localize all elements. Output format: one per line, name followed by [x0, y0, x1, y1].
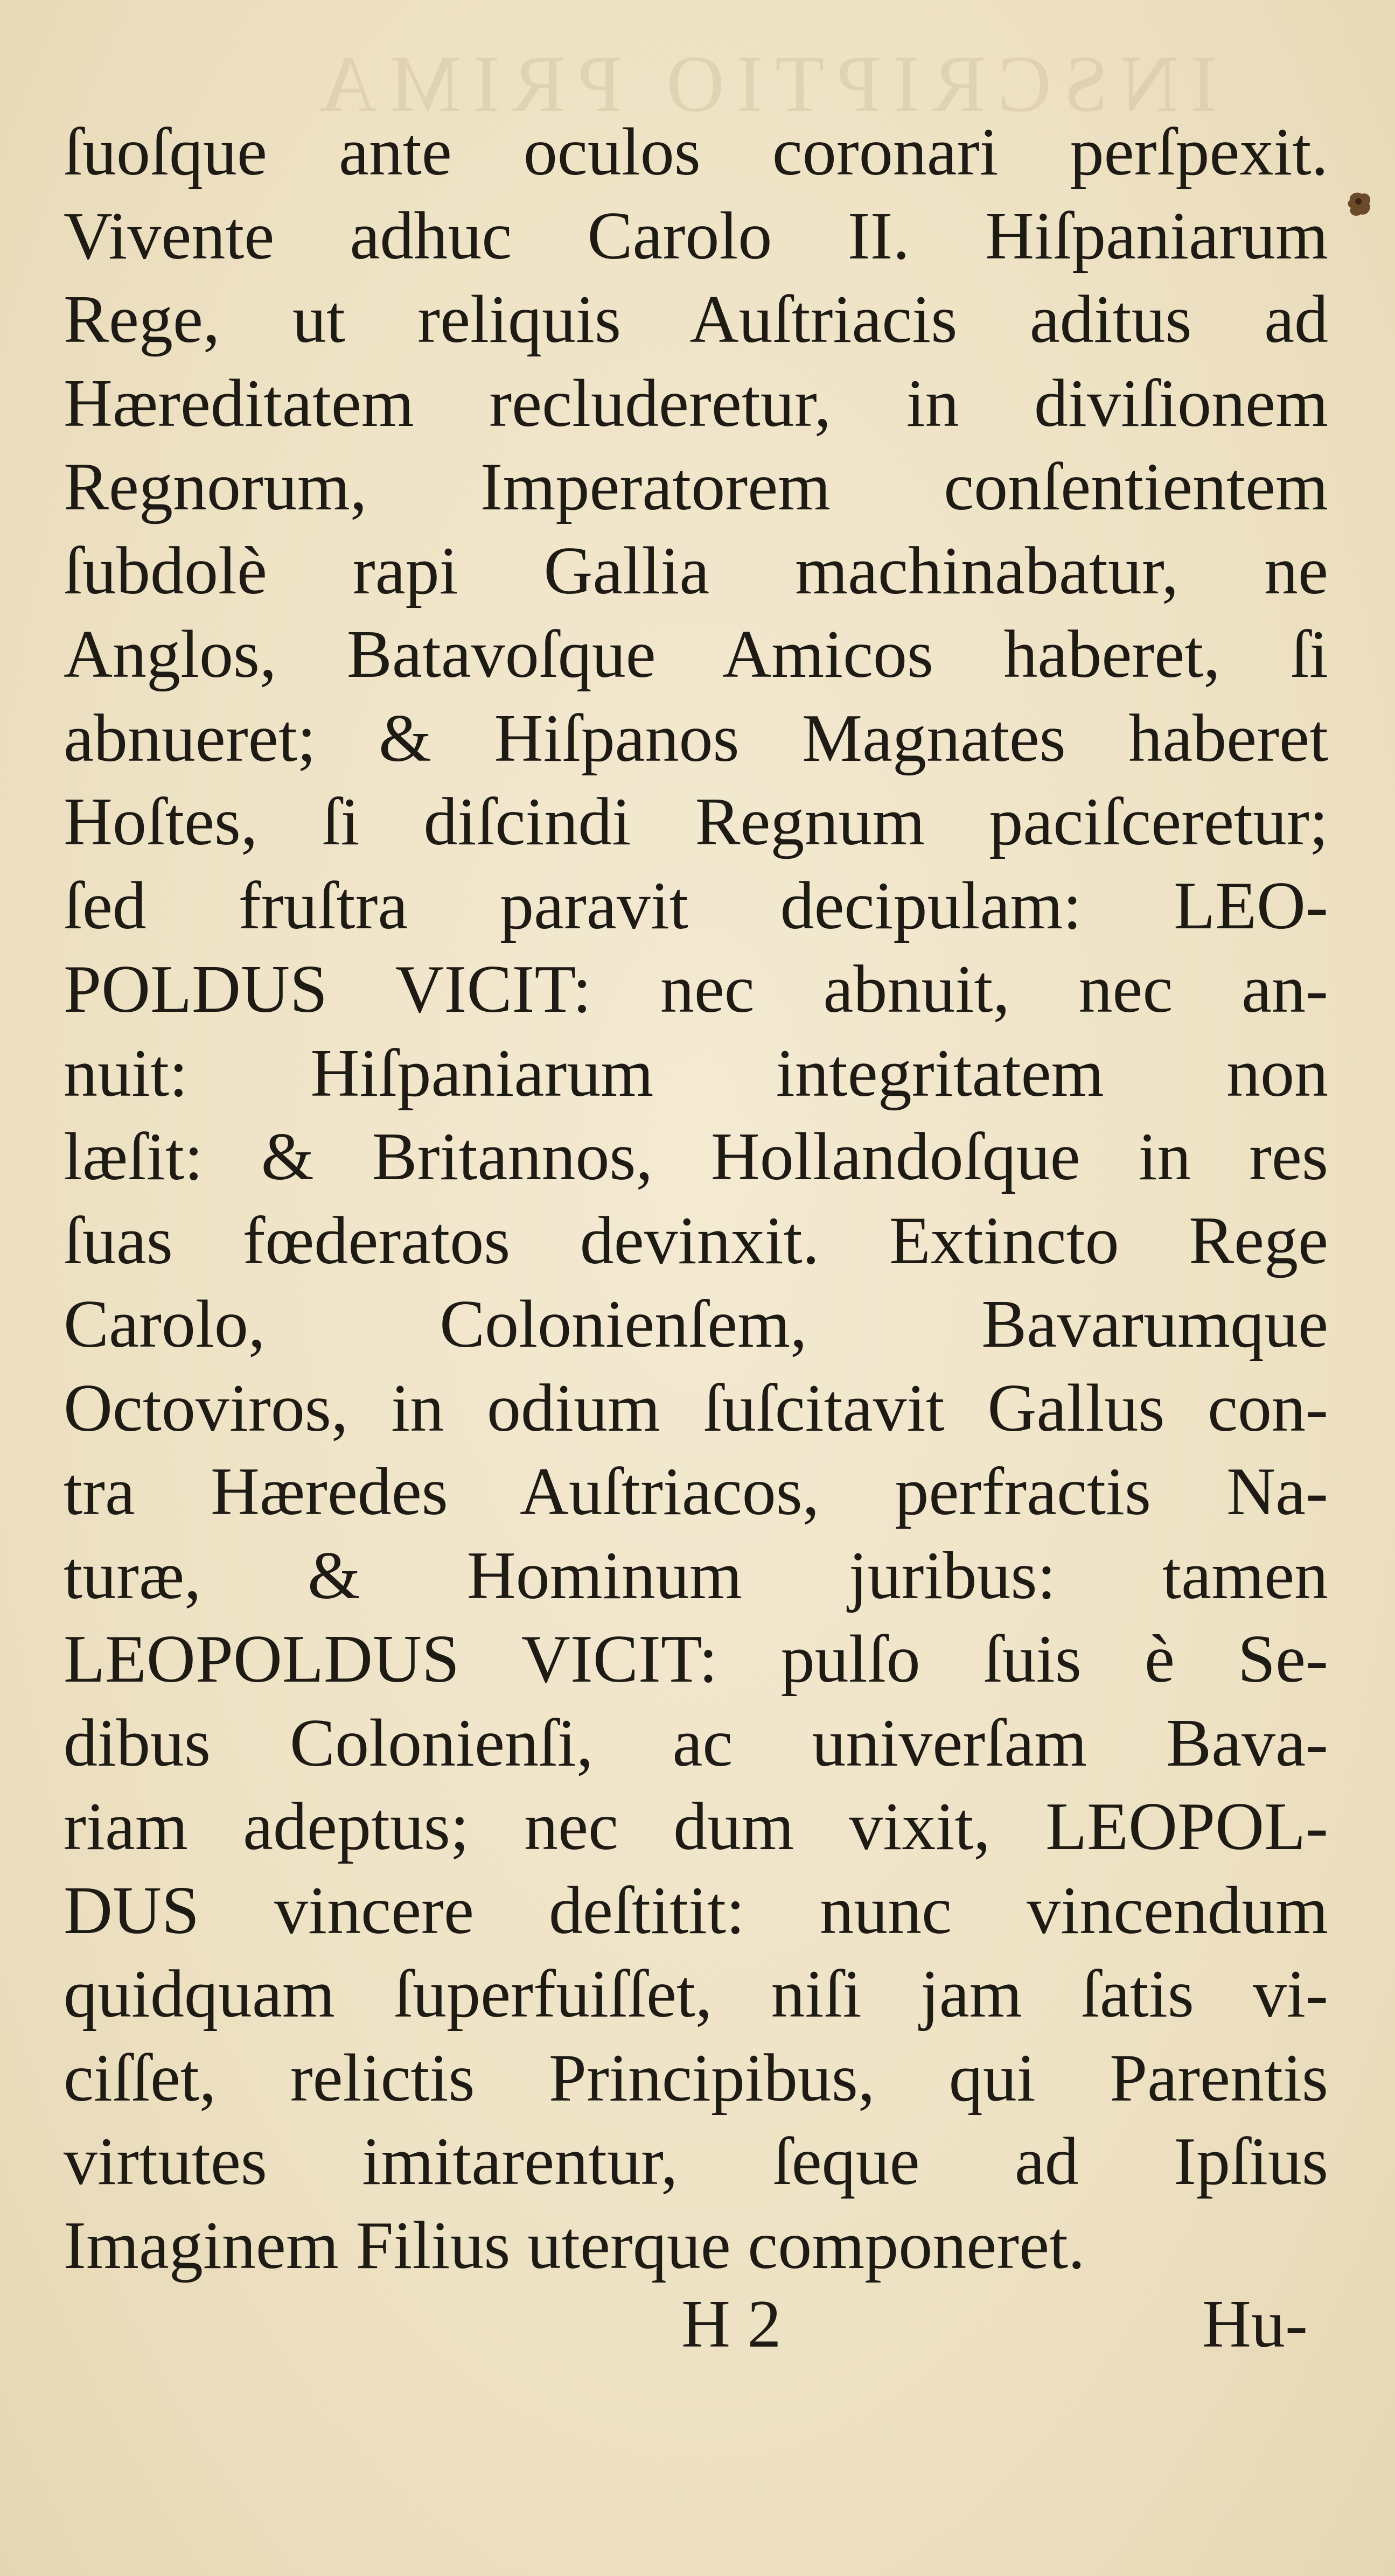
text-line: abnueret; & Hiſpanos Magnates haberet	[64, 701, 1328, 776]
text-line: Anglos, Batavoſque Amicos haberet, ſi	[64, 617, 1328, 692]
text-line: turæ, & Hominum juribus: tamen	[64, 1538, 1328, 1613]
catchword: Hu-	[1202, 2287, 1308, 2362]
text-line: tra Hæredes Auſtriacos, perfractis Na-	[64, 1454, 1328, 1529]
page-footer	[0, 2286, 1395, 2372]
text-line: nuit: Hiſpaniarum integritatem non	[64, 1035, 1328, 1111]
show-through-heading: INSCRIPTIO PRIMA	[307, 39, 1217, 129]
text-line: ſuoſque ante oculos coronari perſpexit.	[64, 115, 1328, 190]
text-line: Carolo, Colonienſem, Bavarumque	[64, 1287, 1328, 1362]
text-line: LEOPOLDUS VICIT: pulſo ſuis è Se-	[64, 1622, 1328, 1697]
text-line: Imaginem Filius uterque componeret.	[64, 2208, 1085, 2283]
text-line: ſuas fœderatos devinxit. Extincto Rege	[64, 1203, 1328, 1278]
text-line: læſit: & Britannos, Hollandoſque in res	[64, 1119, 1328, 1194]
ink-blot-mark	[1345, 190, 1373, 220]
text-line: Regnorum, Imperatorem conſentientem	[64, 450, 1328, 524]
text-line: ſed fruſtra paravit decipulam: LEO-	[64, 868, 1328, 943]
body-text	[64, 110, 1328, 2287]
text-line: riam adeptus; nec dum vixit, LEOPOL-	[64, 1789, 1328, 1864]
text-line: dibus Colonienſi, ac univerſam Bava-	[64, 1705, 1328, 1781]
text-line: Octoviros, in odium ſuſcitavit Gallus con-	[64, 1370, 1328, 1446]
text-line: quidquam ſuperfuiſſet, niſi jam ſatis vi-	[64, 1957, 1328, 2032]
text-line: Hæreditatem recluderetur, in diviſionem	[64, 366, 1328, 441]
text-line: POLDUS VICIT: nec abnuit, nec an-	[64, 952, 1328, 1027]
signature-mark: H 2	[681, 2287, 782, 2362]
text-line: Vivente adhuc Carolo II. Hiſpaniarum	[64, 198, 1328, 274]
text-line: ſubdolè rapi Gallia machinabatur, ne	[64, 533, 1328, 608]
text-line: Rege, ut reliquis Auſtriacis aditus ad	[64, 282, 1328, 357]
text-line: virtutes imitarentur, ſeque ad Ipſius	[64, 2124, 1328, 2199]
text-line: ciſſet, relictis Principibus, qui Parentis	[64, 2040, 1328, 2116]
text-line: Hoſtes, ſi diſcindi Regnum paciſceretur;	[64, 785, 1328, 859]
text-line: DUS vincere deſtitit: nunc vincendum	[64, 1873, 1328, 1948]
